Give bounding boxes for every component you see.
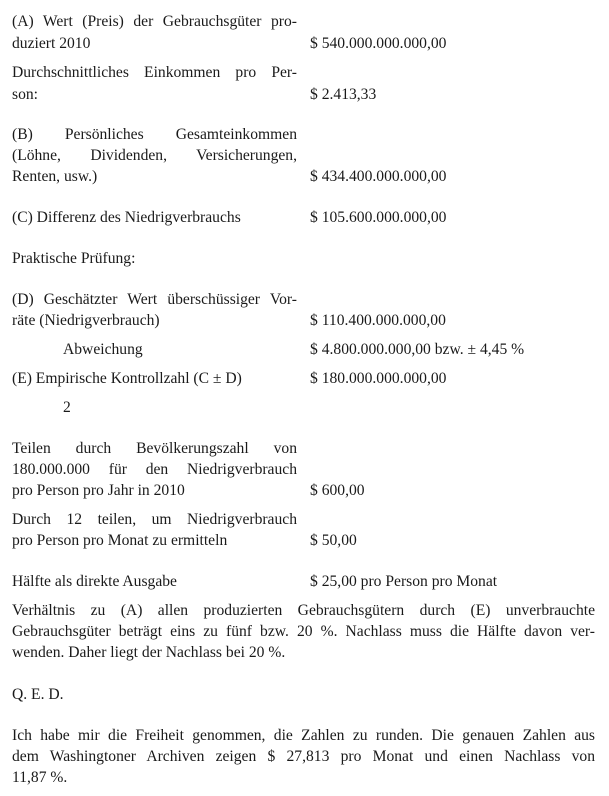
row-e-label: (E) Empirische Kontrollzahl (C ± D) (12, 370, 242, 387)
month-value: $ 50,00 (310, 532, 357, 549)
deviation-value: $ 4.800.000.000,00 bzw. ± 4,45 % (310, 341, 525, 358)
qed-line: Q. E. D. (12, 686, 64, 703)
note-paragraph-line-1: Ich habe mir die Freiheit genommen, die Zahlen zu runden. Die genauen Zahlen aus (12, 727, 595, 744)
row-c-label: (C) Differenz des Niedrigverbrauchs (12, 209, 241, 226)
row-d-value: $ 110.400.000.000,00 (310, 312, 446, 329)
row-c-value: $ 105.600.000.000,00 (310, 209, 447, 226)
note-paragraph-line-3: 11,87 %. (12, 769, 68, 786)
deviation-label: Abweichung (63, 341, 143, 358)
income-label-line-1: Durchschnittliches Einkommen pro Per- (12, 64, 297, 81)
income-label-line-2: son: (12, 86, 38, 103)
row-b-value: $ 434.400.000.000,00 (310, 168, 447, 185)
population-label-line-3: pro Person pro Jahr in 2010 (12, 482, 185, 499)
row-b-label-line-1: (B) Persönliches Gesamteinkommen (12, 126, 297, 143)
row-a-value: $ 540.000.000.000,00 (310, 35, 447, 52)
row-b-label-line-3: Renten, usw.) (12, 168, 98, 185)
population-label-line-2: 180.000.000 für den Niedrigverbrauch (12, 461, 297, 478)
month-label-line-2: pro Person pro Monat zu ermitteln (12, 532, 228, 549)
income-value: $ 2.413,33 (310, 86, 377, 103)
ratio-paragraph-line-3: wenden. Daher liegt der Nachlass bei 20 %. (12, 644, 286, 661)
half-value: $ 25,00 pro Person pro Monat (310, 573, 498, 590)
row-e-value: $ 180.000.000.000,00 (310, 370, 447, 387)
month-label-line-1: Durch 12 teilen, um Niedrigverbrauch (12, 511, 297, 528)
row-e-divisor: 2 (63, 399, 71, 416)
population-label-line-1: Teilen durch Bevölkerungszahl von (12, 440, 297, 457)
ratio-paragraph-line-1: Verhältnis zu (A) allen produzierten Gebrauchsgütern durch (E) unverbrauchte (12, 602, 595, 619)
ratio-paragraph-line-2: Gebrauchsgüter beträgt eins zu fünf bzw. 20 %. Nachlass muss die Hälfte davon ver- (12, 623, 595, 640)
row-a-label-line-2: duziert 2010 (12, 35, 91, 52)
row-b-label-line-2: (Löhne, Dividenden, Versicherungen, (12, 147, 297, 164)
row-d-label-line-1: (D) Geschätzter Wert überschüssiger Vor- (12, 291, 297, 308)
population-value: $ 600,00 (310, 482, 365, 499)
row-a-label-line-1: (A) Wert (Preis) der Gebrauchsgüter pro- (12, 13, 297, 30)
check-heading: Praktische Prüfung: (12, 250, 136, 267)
row-d-label-line-2: räte (Niedrigverbrauch) (12, 312, 160, 329)
note-paragraph-line-2: dem Washingtoner Archiven zeigen $ 27,813 pro Monat und einen Nachlass von (12, 748, 595, 765)
half-label: Hälfte als direkte Ausgabe (12, 573, 177, 590)
